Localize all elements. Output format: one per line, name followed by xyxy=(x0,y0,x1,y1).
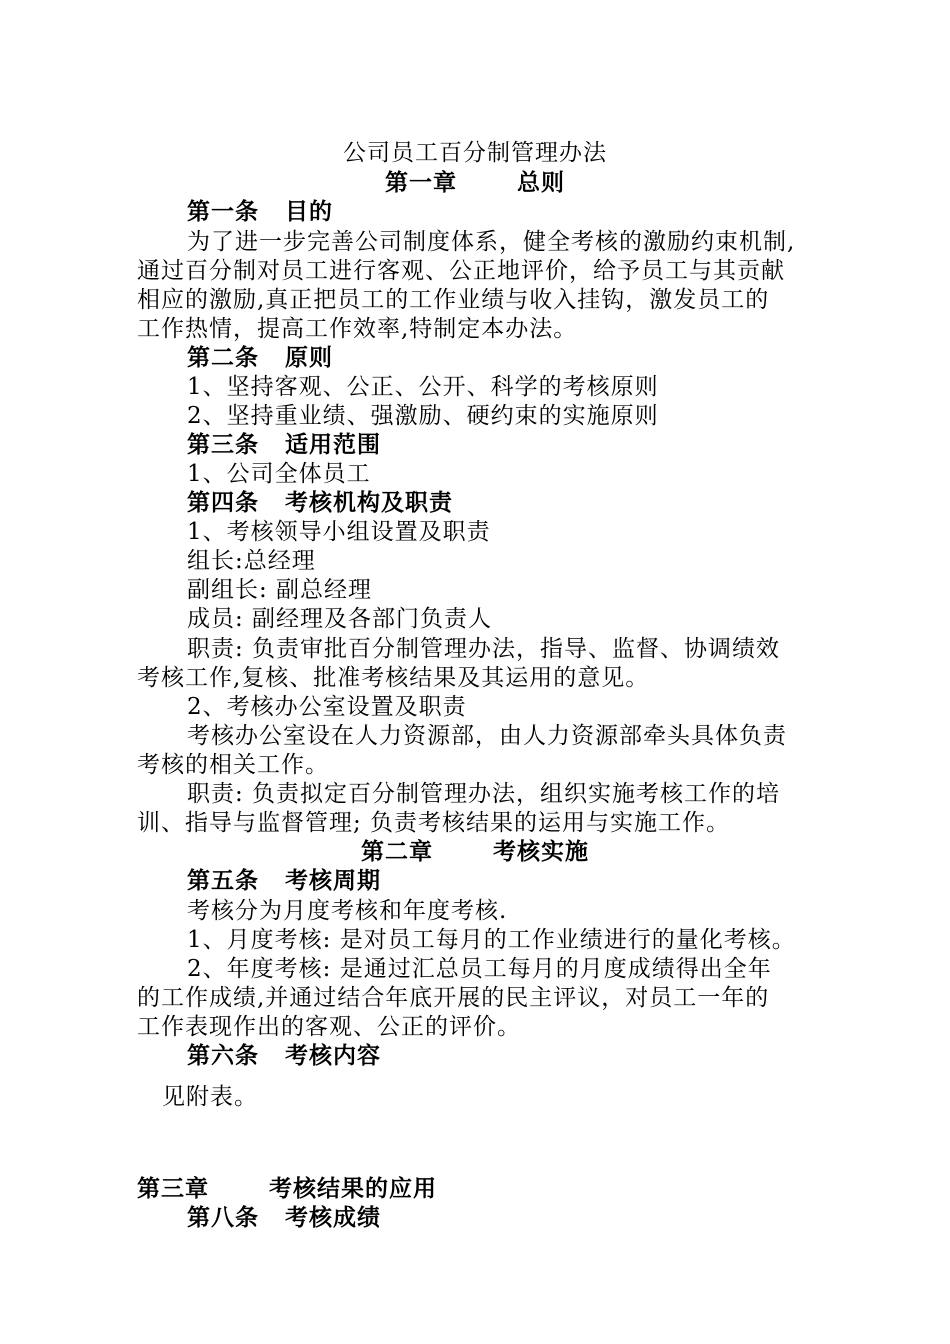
article5-annual-line: 2、年度考核: 是通过汇总员工每月的月度成绩得出全年 xyxy=(187,956,772,982)
article3-number: 第三条 xyxy=(187,431,259,458)
article1-title: 目的 xyxy=(285,198,333,225)
article4-deputy: 副组长: 副总经理 xyxy=(187,577,373,603)
article4-duty1-line: 考核工作,复核、批准考核结果及其运用的意见。 xyxy=(137,665,650,691)
article4-title: 考核机构及职责 xyxy=(285,489,453,516)
article8-heading xyxy=(187,1203,887,1233)
article4-heading xyxy=(187,488,887,518)
article4-office-line: 考核办公室设在人力资源部，由人力资源部牵头具体负责 xyxy=(187,723,787,749)
article5-annual-line: 工作表现作出的客观、公正的评价。 xyxy=(137,1014,521,1040)
article5-intro: 考核分为月度考核和年度考核. xyxy=(187,898,508,924)
article2-item: 1、坚持客观、公正、公开、科学的考核原则 xyxy=(187,374,659,400)
article6-title: 考核内容 xyxy=(285,1042,381,1069)
article2-number: 第二条 xyxy=(187,344,259,371)
article6-heading xyxy=(187,1041,887,1071)
article1-line: 工作热情，提高工作效率,特制定本办法。 xyxy=(137,316,578,342)
article6-number: 第六条 xyxy=(187,1042,259,1069)
chapter2-heading xyxy=(0,837,950,867)
chapter1-number: 第一章 xyxy=(385,169,457,196)
article8-title: 考核成绩 xyxy=(285,1204,381,1231)
article3-title: 适用范围 xyxy=(285,431,381,458)
article4-number: 第四条 xyxy=(187,489,259,516)
article2-item: 2、坚持重业绩、强激励、硬约束的实施原则 xyxy=(187,403,659,429)
chapter2-title: 考核实施 xyxy=(493,838,589,865)
article5-number: 第五条 xyxy=(187,867,259,894)
chapter3-title: 考核结果的应用 xyxy=(269,1175,437,1202)
article1-number: 第一条 xyxy=(187,198,259,225)
article5-title: 考核周期 xyxy=(285,867,381,894)
article2-title: 原则 xyxy=(285,344,333,371)
article5-heading xyxy=(187,866,887,896)
article8-number: 第八条 xyxy=(187,1204,259,1231)
chapter3-number: 第三章 xyxy=(137,1175,209,1202)
document-title: 公司员工百分制管理办法 xyxy=(343,140,607,166)
article1-line: 通过百分制对员工进行客观、公正地评价，给予员工与其贡献 xyxy=(137,258,785,284)
article4-members: 成员: 副经理及各部门负责人 xyxy=(187,606,493,632)
article4-duty1-line: 职责: 负责审批百分制管理办法，指导、监督、协调绩效 xyxy=(187,636,781,662)
article5-annual-line: 的工作成绩,并通过结合年底开展的民主评议，对员工一年的 xyxy=(137,985,770,1011)
article3-item: 1、公司全体员工 xyxy=(187,461,371,487)
article4-sub2-title: 2、考核办公室设置及职责 xyxy=(187,694,467,720)
article4-sub1-title: 1、考核领导小组设置及职责 xyxy=(187,519,491,545)
article4-office-line: 考核的相关工作。 xyxy=(137,752,329,778)
article6-text: 见附表。 xyxy=(162,1084,258,1110)
article1-line: 相应的激励,真正把员工的工作业绩与收入挂钩，激发员工的 xyxy=(137,287,770,313)
article3-heading xyxy=(187,430,887,460)
chapter2-number: 第二章 xyxy=(361,838,433,865)
chapter1-title: 总则 xyxy=(517,169,565,196)
article1-heading xyxy=(187,197,887,227)
article5-monthly: 1、月度考核: 是对员工每月的工作业绩进行的量化考核。 xyxy=(187,927,796,953)
article4-duty2-line: 训、指导与监督管理; 负责考核结果的运用与实施工作。 xyxy=(137,810,731,836)
article2-heading xyxy=(187,343,887,373)
article4-leader: 组长:总经理 xyxy=(187,548,316,574)
article1-line: 为了进一步完善公司制度体系，健全考核的激励约束机制, xyxy=(187,229,796,255)
article4-duty2-line: 职责: 负责拟定百分制管理办法，组织实施考核工作的培 xyxy=(187,781,781,807)
chapter1-heading xyxy=(0,168,950,198)
chapter3-heading xyxy=(137,1174,837,1204)
